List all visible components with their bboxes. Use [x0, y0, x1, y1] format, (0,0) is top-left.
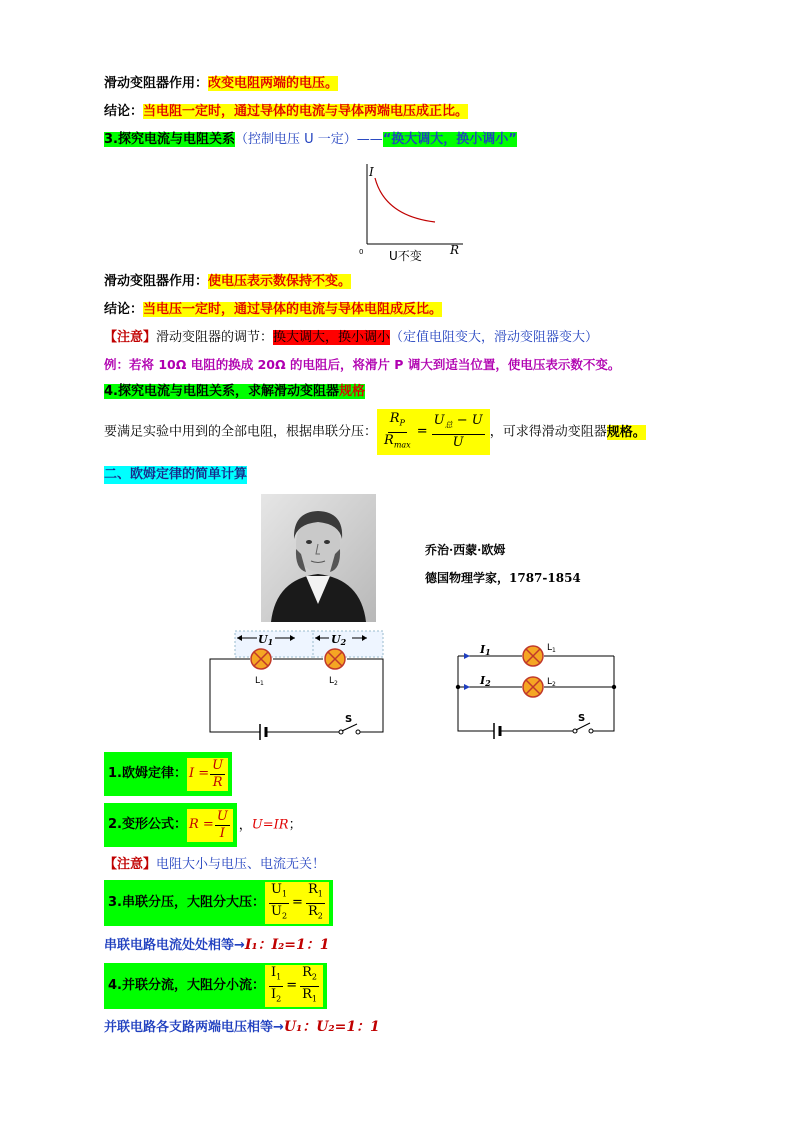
parallel-divide-box: 4.并联分流，大阻分小流： $\frac{I_1}{I_2}$ = $\frac{R_2}{R_1}$ [104, 963, 327, 1009]
l1-label: $L_1$ [255, 676, 264, 687]
ohm-law-box: 1.欧姆定律： I = $\frac{U}{R}$ [104, 752, 232, 796]
series-circuit [205, 630, 395, 745]
parallel-circuit [450, 640, 625, 745]
value: 当电压一定时，通过导体的电流与导体电阻成反比。 [143, 302, 443, 317]
formula: $\frac{U_1}{U_2}$ = $\frac{R_1}{R_2}$ [265, 882, 329, 924]
note-paren: （定值电阻变大，滑动变阻器变大） [390, 330, 599, 345]
ohm-desc: 德国物理学家，1787-1854 [425, 571, 581, 585]
inverse-curve [375, 178, 435, 222]
note-adjust [104, 329, 598, 347]
value: 使电压表示数保持不变。 [208, 274, 352, 289]
ohm-variant-box: 2.变形公式： R = $\frac{U}{I}$ [104, 803, 237, 847]
text-end: 规格。 [606, 424, 646, 440]
text-post: ，可求得滑动变阻器 [489, 424, 607, 440]
label: 滑动变阻器作用： [104, 76, 209, 91]
heading-title: 4.探究电流与电阻关系，求解滑动变阻器 [104, 384, 339, 399]
note-text: 电阻大小与电压、电流无关！ [156, 857, 326, 872]
text: 要满足实验中用到的全部电阻，根据串联分压： [104, 424, 378, 440]
note-highlight: 换大调大，换小调小 [273, 330, 391, 345]
l2-label: $L_2$ [329, 676, 338, 687]
heading-title: 3.探究电流与电阻关系 [104, 132, 235, 147]
label: 滑动变阻器作用： [104, 274, 209, 289]
series-divide [104, 880, 333, 926]
series-divide-box: 3.串联分压，大阻分大压： $\frac{U_1}{U_2}$ = $\frac{R_1}{R_2}$ [104, 880, 333, 926]
line-conclusion-1 [104, 103, 468, 121]
value: 当电阻一定时，通过导体的电流与导体两端电压成正比。 [143, 104, 469, 119]
formula: I = $\frac{U}{R}$ [187, 758, 228, 791]
ohm-variant: 2.变形公式： R = $\frac{U}{I}$ ，U=IR； [104, 803, 302, 847]
line-conclusion-2 [104, 301, 442, 319]
i2-label: I2 [480, 674, 491, 688]
label: 结论： [104, 302, 144, 317]
line-slider-role-1 [104, 75, 338, 93]
series-current: 串联电路电流处处相等→I₁：I₂=1：1 [104, 937, 330, 953]
u1-label: U1 [258, 633, 274, 647]
label: 结论： [104, 104, 144, 119]
series-ratio-formula: $\frac{R_P}{R_{max}}$ = $\frac{U_总 - U}{U}$ [377, 409, 490, 455]
origin-label: 0 [359, 248, 364, 256]
graph-caption: U不变 [389, 249, 422, 263]
fraction: $\frac{U_总 - U}{U}$ [433, 413, 483, 450]
value: 改变电阻两端的电压。 [208, 76, 339, 91]
heading-4 [104, 383, 365, 401]
ohm-law [104, 752, 232, 796]
heading-3 [104, 131, 517, 149]
example-line: 例：若将 10Ω 电阻的换成 20Ω 的电阻后，将滑片 P 调大到适当位置，使电压表示数不变。 [104, 357, 621, 372]
switch-label: S [345, 714, 353, 725]
formula: R = $\frac{U}{I}$ [187, 809, 233, 842]
line-series-divide [104, 409, 646, 455]
heading-paren: （控制电压 U 一定）—— [234, 132, 383, 147]
section-title: 二、欧姆定律的简单计算 [104, 467, 248, 482]
note-tag: 【注意】 [104, 330, 157, 345]
i-r-graph [345, 158, 470, 266]
l2-label: $L_2$ [547, 677, 556, 688]
x-label: R [450, 243, 460, 257]
ohm-portrait [261, 494, 376, 622]
y-label: I [369, 165, 374, 179]
parallel-divide [104, 963, 327, 1009]
heading-end: 规格 [338, 384, 365, 399]
fraction: $\frac{R_P}{R_{max}}$ [384, 411, 411, 450]
heading-quote: “换大调大，换小调小” [382, 132, 517, 147]
note-tag: 【注意】 [104, 857, 157, 872]
formula-extra: U=IR [251, 817, 289, 833]
note-resistance [104, 856, 325, 874]
line-slider-role-2 [104, 273, 351, 291]
l1-label: $L_1$ [547, 643, 556, 654]
u2-label: U2 [331, 633, 347, 647]
parallel-voltage: 并联电路各支路两端电压相等→U₁：U₂=1：1 [104, 1019, 380, 1035]
switch-label: S [578, 713, 586, 724]
formula: $\frac{I_1}{I_2}$ = $\frac{R_2}{R_1}$ [265, 965, 323, 1007]
i1-label: I1 [480, 643, 491, 657]
ohm-name: 乔治·西蒙·欧姆 [425, 543, 506, 557]
note-text: 滑动变阻器的调节： [156, 330, 274, 345]
